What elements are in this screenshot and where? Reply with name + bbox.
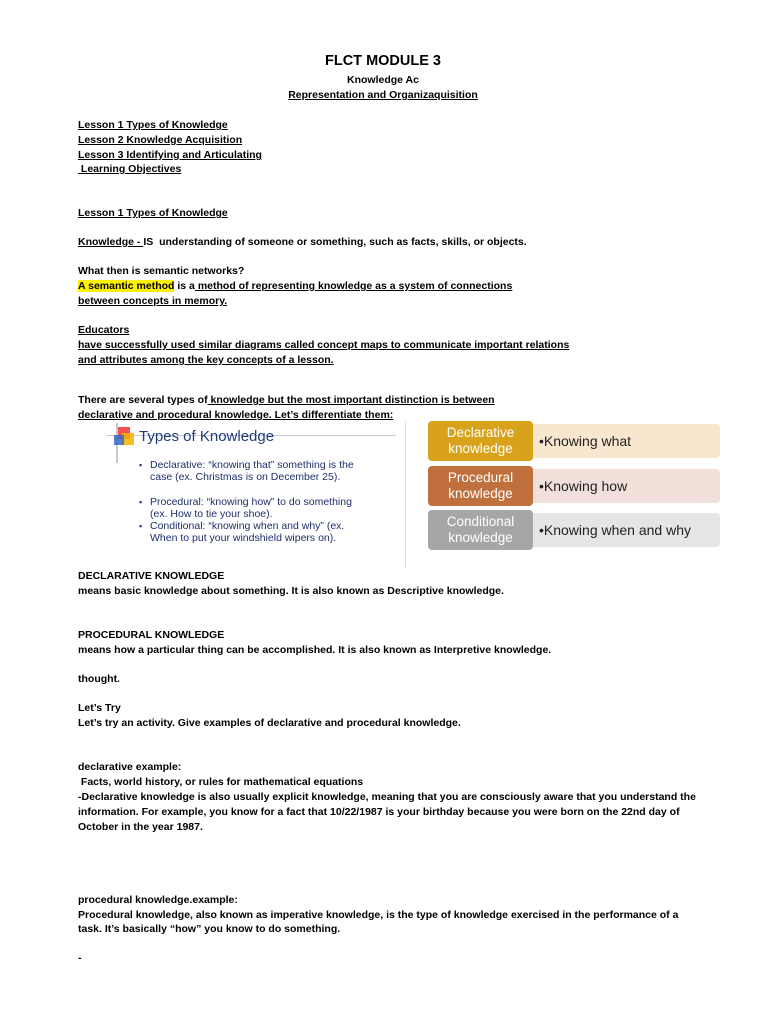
semantic-def-cont: between concepts in memory. — [78, 295, 228, 307]
educators-label: Educators — [78, 324, 130, 336]
semantic-definition — [78, 279, 512, 293]
declarative-example-line: -Declarative knowledge is also usually explicit knowledge, meaning that you are consciously aware that you understand the — [78, 791, 696, 803]
figure-divider — [405, 422, 406, 568]
knowledge-row-label: Procedural knowledge — [428, 466, 533, 506]
lets-try-text: Let’s try an activity. Give examples of declarative and procedural knowledge. — [78, 717, 461, 729]
types-intro-line2: declarative and procedural knowledge. Let’s differentiate them: — [78, 409, 394, 421]
slide-logo-square — [114, 435, 124, 445]
knowledge-row-procedural — [428, 466, 722, 506]
knowledge-row-declarative — [428, 421, 722, 461]
knowledge-term: Knowledge - — [78, 236, 144, 248]
dash-text: - — [78, 952, 82, 964]
procedural-example-line: Procedural knowledge, also known as imperative knowledge, is the type of knowledge exercised in the performance of a — [78, 909, 679, 921]
toc-item: Learning Objectives — [78, 163, 182, 175]
figure-bullet: ▪ Conditional: “knowing when and why” (ex. When to put your windshield wipers on). — [150, 520, 370, 544]
declarative-example-line: October in the year 1987. — [78, 821, 203, 833]
educators-line: and attributes among the key concepts of a lesson. — [78, 354, 334, 366]
knowledge-definition — [78, 235, 527, 249]
semantic-term: A semantic method — [78, 280, 175, 292]
procedural-text: means how a particular thing can be accomplished. It is also known as Interpretive knowledge. — [78, 644, 552, 656]
semantic-is: is a — [174, 280, 195, 292]
figure-bullet: ▪ Declarative: “knowing that” something is the case (ex. Christmas is on December 25). — [150, 459, 370, 483]
figure-heading: Types of Knowledge — [139, 428, 275, 445]
declarative-example-line: information. For example, you know for a fact that 10/22/1987 is your birthday because you were born on the 22nd day of — [78, 806, 680, 818]
thought-text: thought. — [78, 673, 120, 685]
procedural-example-line: task. It’s basically “how” you know to do something. — [78, 923, 341, 935]
figure-bullet: ▪ Procedural: “knowing how” to do something (ex. How to tie your shoe). — [150, 496, 370, 520]
toc-item: Lesson 1 Types of Knowledge — [78, 119, 228, 131]
semantic-def: method of representing knowledge as a system of connections — [194, 280, 513, 292]
knowledge-row-desc: •Knowing when and why — [533, 513, 720, 547]
types-intro-a: There are several types of — [78, 394, 208, 406]
types-of-knowledge-figure — [106, 423, 402, 569]
knowledge-row-desc: •Knowing what — [533, 424, 720, 458]
knowledge-row-desc: •Knowing how — [533, 469, 720, 503]
knowledge-def: IS understanding of someone or something, such as facts, skills, or objects. — [143, 236, 527, 248]
knowledge-row-conditional — [428, 510, 722, 550]
semantic-question: What then is semantic networks? — [78, 265, 245, 277]
toc-item: Lesson 3 Identifying and Articulating — [78, 149, 262, 161]
section-heading: Lesson 1 Types of Knowledge — [78, 207, 228, 219]
toc-item: Lesson 2 Knowledge Acquisition — [78, 134, 243, 146]
procedural-example-heading: procedural knowledge.example: — [78, 894, 238, 906]
knowledge-row-label: Declarative knowledge — [428, 421, 533, 461]
subtitle-2: Representation and Organizaquisition — [288, 89, 478, 101]
types-intro — [78, 393, 495, 407]
declarative-text: means basic knowledge about something. It is also known as Descriptive knowledge. — [78, 585, 504, 597]
procedural-heading: PROCEDURAL KNOWLEDGE — [78, 629, 225, 641]
declarative-example-line: Facts, world history, or rules for mathematical equations — [78, 776, 364, 788]
knowledge-types-diagram — [428, 421, 724, 555]
lets-try-heading: Let’s Try — [78, 702, 121, 714]
declarative-example-heading: declarative example: — [78, 761, 182, 773]
subtitle-1: Knowledge Ac — [347, 74, 419, 86]
page-title: FLCT MODULE 3 — [325, 53, 441, 69]
knowledge-row-label: Conditional knowledge — [428, 510, 533, 550]
educators-line: have successfully used similar diagrams called concept maps to communicate important relations — [78, 339, 570, 351]
declarative-heading: DECLARATIVE KNOWLEDGE — [78, 570, 225, 582]
types-intro-b: knowledge but the most important distinction is between — [207, 394, 495, 406]
